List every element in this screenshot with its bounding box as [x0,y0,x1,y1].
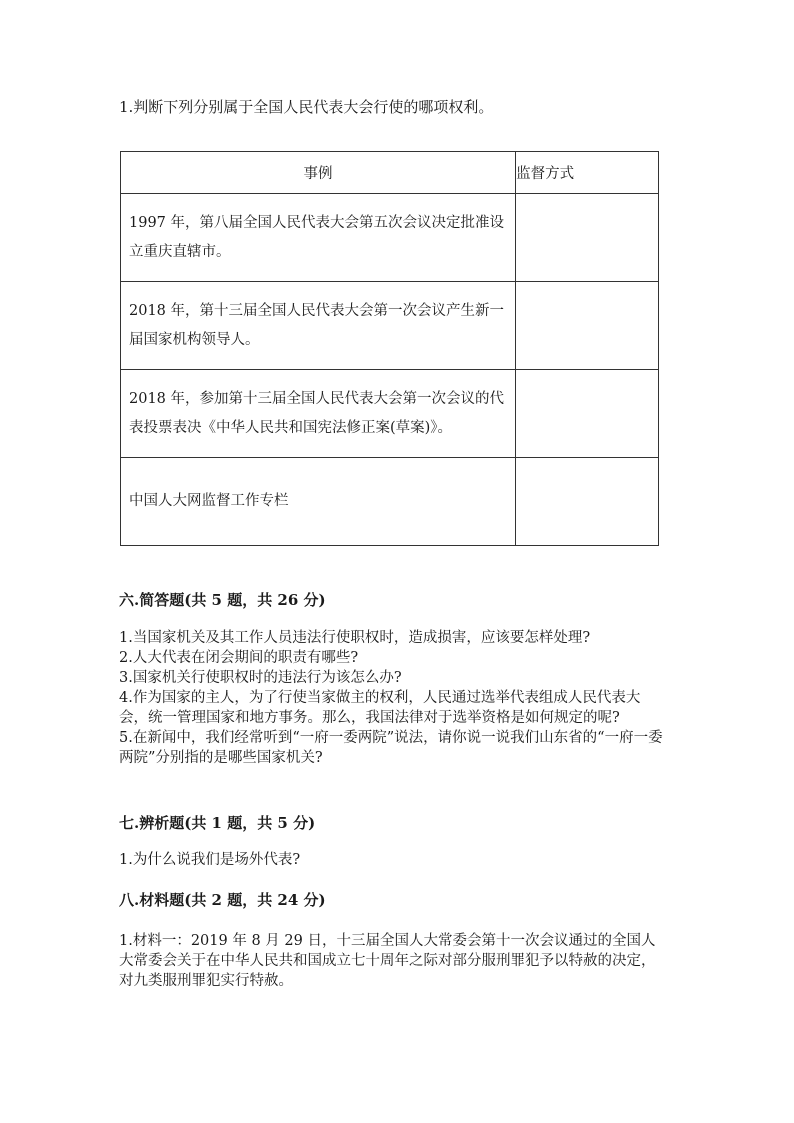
table-row [121,194,659,282]
question-item: 5.在新闻中，我们经常听到“一府一委两院”说法，请你说一说我们山东省的“一府一委两院”分别指的是哪些国家机关? [119,730,663,766]
table-row [121,370,659,458]
question-item: 2.人大代表在闭会期间的职责有哪些? [119,650,359,666]
judgement-table [120,151,659,546]
question-item: 3.国家机关行使职权时的违法行为该怎么办? [119,670,402,686]
event-cell: 2018 年，第十三届全国人民代表大会第一次会议产生新一届国家机构领导人。 [121,282,516,370]
header-method: 监督方式 [516,152,659,194]
table-row [121,282,659,370]
section-6-title: 六.简答题(共 5 题，共 26 分) [119,591,326,609]
event-cell: 2018 年，参加第十三届全国人民代表大会第一次会议的代表投票表决《中华人民共和国宪法修正案(草案)》。 [121,370,516,458]
section-7-questions [119,850,664,870]
question-item: 1.为什么说我们是场外代表? [119,852,301,868]
question-item: 1.当国家机关及其工作人员违法行使职权时，造成损害，应该要怎样处理? [119,630,591,646]
event-cell: 1997 年，第八届全国人民代表大会第五次会议决定批准设立重庆直辖市。 [121,194,516,282]
question-item: 1.材料一：2019 年 8 月 29 日，十三届全国人大常委会第十一次会议通过的全国人大常委会关于在中华人民共和国成立七十周年之际对部分服刑罪犯予以特赦的决定，对九类服刑罪犯实行特赦。 [119,933,656,989]
table-row [121,458,659,546]
method-cell[interactable] [516,370,659,458]
section-7-title: 七.辨析题(共 1 题，共 5 分) [119,814,316,832]
section-8-title: 八.材料题(共 2 题，共 24 分) [119,891,326,909]
question-item: 4.作为国家的主人，为了行使当家做主的权利，人民通过选举代表组成人民代表大会，统一管理国家和地方事务。那么，我国法律对于选举资格是如何规定的呢? [119,690,641,726]
table-header-row [121,152,659,194]
question-intro: 1.判断下列分别属于全国人民代表大会行使的哪项权利。 [119,98,494,116]
method-cell[interactable] [516,458,659,546]
method-cell[interactable] [516,194,659,282]
section-6-questions [119,628,664,768]
method-cell[interactable] [516,282,659,370]
section-8-questions [119,931,664,991]
header-event: 事例 [121,152,516,194]
event-cell: 中国人大网监督工作专栏 [121,458,516,546]
